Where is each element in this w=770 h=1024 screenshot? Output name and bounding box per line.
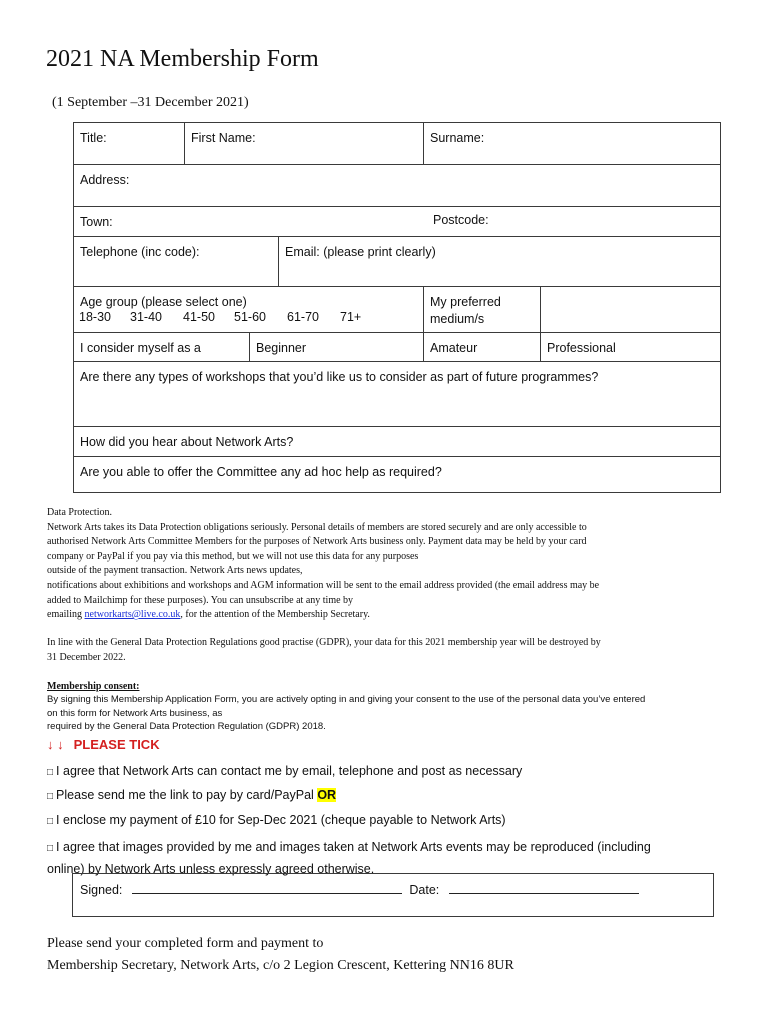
data-protection-section [47,506,727,623]
signature-box [72,873,714,917]
telephone-field[interactable] [73,236,279,287]
gdpr-line2: 31 December 2022. [47,651,126,663]
telephone-label: Telephone (inc code): [80,245,200,259]
tick-option-images-line2: online) by Network Arts unless expressly agreed otherwise. [47,862,375,876]
level-professional[interactable] [540,332,721,362]
or-highlight: OR [317,788,337,802]
unsubscribe-line [47,608,727,623]
footer-address: Membership Secretary, Network Arts, c/o 2 Legion Crescent, Kettering NN16 8UR [47,958,514,973]
age-option-51-60[interactable]: 51-60 [234,310,266,324]
checkbox-icon[interactable]: □ [47,767,54,778]
down-arrows-icon: ↓ ↓ [47,737,64,752]
data-protection-line: authorised Network Arts Committee Members for the purposes of Network Arts business only. Payment data may be held by your card [47,536,587,548]
workshops-field[interactable] [73,361,721,427]
help-question: Are you able to offer the Committee any ad hoc help as required? [80,465,442,479]
age-group-label: Age group (please select one) [80,295,247,309]
age-option-41-50[interactable]: 41-50 [183,310,215,324]
data-protection-line: notifications about exhibitions and workshops and AGM information will be sent to the email address provided (the email address may be [47,579,600,591]
tick-option-images-line1: I agree that images provided by me and images taken at Network Arts events may be reproduced (including [56,840,651,854]
consent-line1: By signing this Membership Application Form, you are actively opting in and giving your consent to the use of the personal data you’ve entered [47,694,646,705]
data-protection-line: Network Arts takes its Data Protection obligations seriously. Personal details of members are stored securely and are only accessible to [47,521,587,533]
age-option-31-40[interactable]: 31-40 [130,310,162,324]
footer-line1: Please send your completed form and payment to [47,936,324,951]
gdpr-line1: In line with the General Data Protection Regulations good practise (GDPR), your data for this 2021 membership year will be destroyed by [47,637,601,648]
ad-hoc-help-field[interactable] [73,456,721,493]
preferred-medium-label-cell [423,286,541,333]
consent-line3: required by the General Data Protection Regulation (GDPR) 2018. [47,721,326,732]
first-name-field[interactable] [184,122,424,165]
please-tick-label: PLEASE TICK [73,737,160,752]
tick-option-paypal[interactable] [47,788,336,802]
checkbox-icon[interactable]: □ [47,791,54,802]
title-label: Title: [80,131,107,145]
email-prefix: emailing [47,609,85,621]
page-title: 2021 NA Membership Form [46,46,319,72]
surname-field[interactable] [423,122,721,165]
surname-label: Surname: [430,131,485,145]
email-link[interactable]: networkarts@live.co.uk [84,609,181,621]
tick-option-contact[interactable] [47,764,522,778]
tick-option-paypal-label: Please send me the link to pay by card/PayPal [56,788,314,802]
level-beginner[interactable] [249,332,424,362]
workshops-question: Are there any types of workshops that you’d like us to consider as part of future programmes? [80,370,599,384]
checkbox-icon[interactable]: □ [47,843,54,854]
first-name-label: First Name: [191,131,256,145]
level-beginner-label: Beginner [256,341,307,355]
consider-label: I consider myself as a [80,341,201,355]
preferred-medium-label-line2: medium/s [430,312,485,326]
consent-text [47,693,737,734]
data-protection-heading: Data Protection. [47,507,112,518]
checkbox-icon[interactable]: □ [47,816,54,827]
tick-option-cheque[interactable] [47,813,506,827]
level-professional-label: Professional [547,341,616,355]
signed-label: Signed: [80,883,123,897]
data-protection-line: company or PayPal if you pay via this method, but we will not use this data for any purposes [47,550,419,562]
postcode-label: Postcode: [433,213,489,227]
hear-question: How did you hear about Network Arts? [80,435,294,449]
signature-row [80,881,639,897]
town-field[interactable] [73,206,721,237]
town-label: Town: [80,215,113,229]
tick-option-contact-label: I agree that Network Arts can contact me by email, telephone and post as necessary [56,764,523,778]
hear-about-field[interactable] [73,426,721,457]
title-field[interactable] [73,122,185,165]
address-field[interactable] [73,164,721,207]
data-protection-line: added to Mailchimp for these purposes). You can unsubscribe at any time by [47,594,354,606]
tick-option-cheque-label: I enclose my payment of £10 for Sep-Dec 2021 (cheque payable to Network Arts) [56,813,506,827]
consent-line2: on this form for Network Arts business, as [47,707,223,719]
email-field[interactable] [278,236,721,287]
age-option-71-plus[interactable]: 71+ [340,310,362,324]
date-label: Date: [409,883,440,897]
membership-period: (1 September –31 December 2021) [52,95,249,110]
consider-label-cell [73,332,250,362]
age-option-61-70[interactable]: 61-70 [287,310,319,324]
preferred-medium-label-line1: My preferred [430,295,501,309]
level-amateur-label: Amateur [430,341,478,355]
data-protection-line: outside of the payment transaction. Network Arts news updates, [47,565,303,577]
consent-heading: Membership consent: [47,681,140,692]
age-option-18-30[interactable]: 18-30 [79,310,111,324]
email-label: Email: (please print clearly) [285,245,436,259]
please-tick-heading [47,737,160,752]
gdpr-section [47,636,727,665]
level-amateur[interactable] [423,332,541,362]
preferred-medium-field[interactable] [540,286,721,333]
signature-line[interactable] [132,881,402,894]
date-line[interactable] [449,881,639,894]
email-suffix: , for the attention of the Membership Secretary. [180,609,370,621]
address-label: Address: [80,173,130,187]
